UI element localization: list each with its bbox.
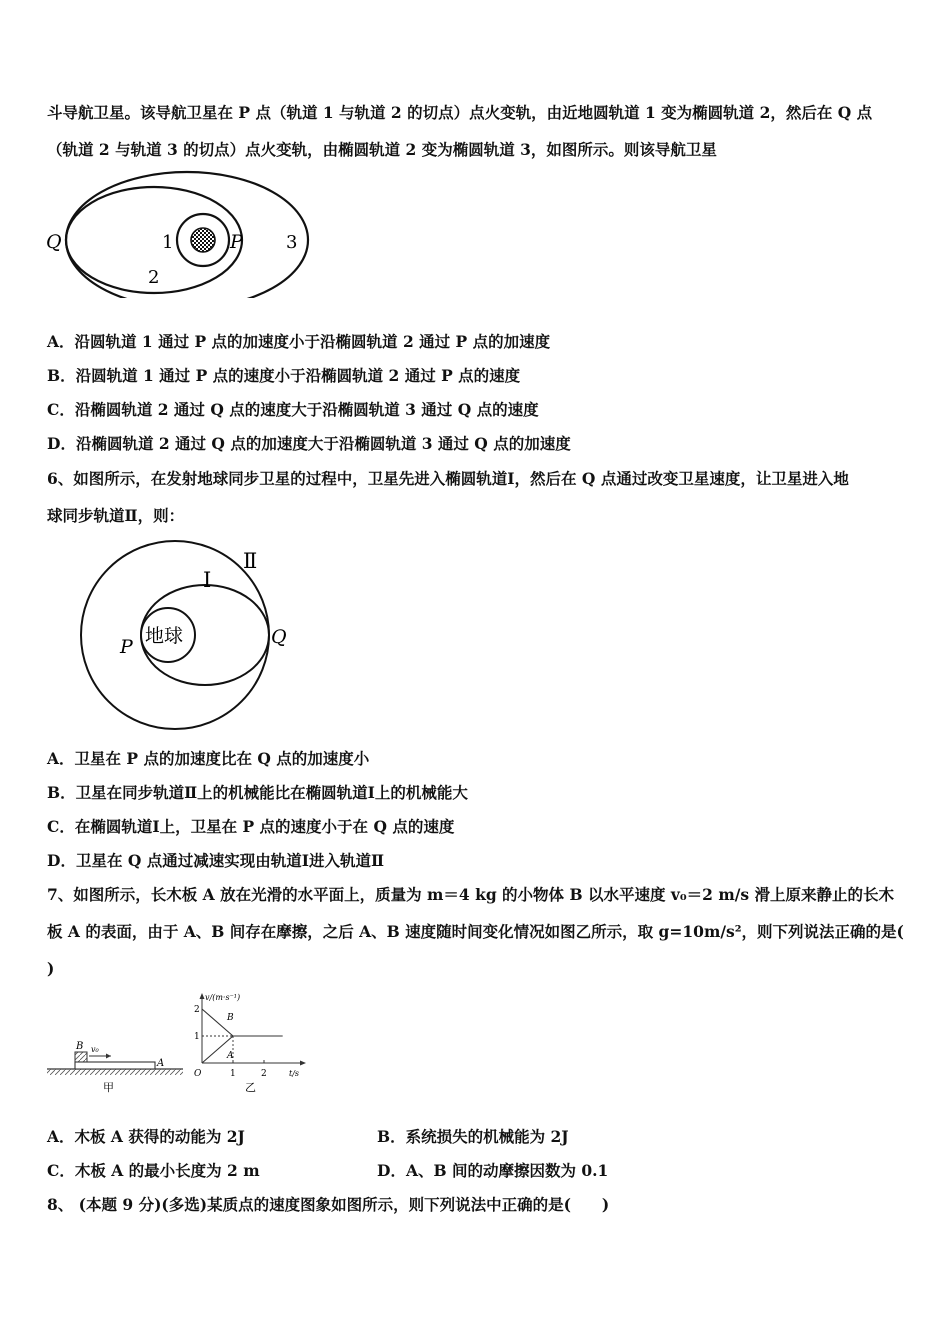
label-v0: v₀ (91, 1045, 99, 1054)
origin-label: O (194, 1069, 202, 1079)
q7-figure-jia (45, 1035, 185, 1097)
q5-option-a[interactable]: A．沿圆轨道 1 通过 P 点的加速度小于沿椭圆轨道 2 通过 P 点的加速度 (47, 332, 551, 351)
series-b-label: B (227, 1013, 234, 1023)
label-i: Ⅰ (203, 568, 212, 592)
q5-orbit-figure (40, 168, 320, 298)
series-a-label: A (227, 1051, 234, 1061)
q6-option-a[interactable]: A．卫星在 P 点的加速度比在 Q 点的加速度小 (47, 749, 370, 768)
label-p: P (120, 636, 133, 658)
q7-option-d[interactable]: D．A、B 间的动摩擦因数为 0.1 (377, 1161, 609, 1180)
q5-option-b[interactable]: B．沿圆轨道 1 通过 P 点的速度小于沿椭圆轨道 2 通过 P 点的速度 (47, 366, 521, 385)
board-a (75, 1062, 155, 1069)
q7-vt-chart (185, 988, 310, 1098)
q7-option-a[interactable]: A．木板 A 获得的动能为 2J (47, 1127, 245, 1146)
series-a-line (202, 1036, 283, 1063)
y-tick-2: 2 (194, 1005, 200, 1015)
q5-intro-line-2: （轨道 2 与轨道 3 的切点）点火变轨，由椭圆轨道 2 变为椭圆轨道 3，如图所示。则该导航卫星 (47, 140, 717, 159)
y-axis-arrow (200, 993, 205, 999)
label-q: Q (271, 626, 287, 648)
q6-option-c[interactable]: C．在椭圆轨道Ⅰ上，卫星在 P 点的速度小于在 Q 点的速度 (47, 817, 455, 836)
q5-intro-line-1: 斗导航卫星。该导航卫星在 P 点（轨道 1 与轨道 2 的切点）点火变轨，由近地圆轨道 1 变为椭圆轨道 2，然后在 Q 点 (47, 103, 873, 122)
label-2: 2 (148, 267, 160, 288)
y-tick-1: 1 (194, 1032, 200, 1042)
label-q: Q (46, 231, 62, 253)
q7-option-c[interactable]: C．木板 A 的最小长度为 2 m (47, 1161, 260, 1180)
q7-stem-line-2: 板 A 的表面，由于 A、B 间存在摩擦，之后 A、B 速度随时间变化情况如图乙所示，取 g=10m/s²，则下列说法正确的是( (47, 922, 904, 941)
x-axis-label: t/s (289, 1069, 300, 1078)
q6-orbit-figure (75, 540, 305, 735)
q7-stem-line-3: ) (47, 959, 55, 978)
x-tick-1: 1 (230, 1069, 236, 1079)
label-earth: 地球 (145, 625, 184, 647)
ground-hatch (47, 1069, 183, 1075)
label-1: 1 (162, 232, 174, 253)
q8-stem: 8、 (本题 9 分)(多选)某质点的速度图象如图所示，则下列说法中正确的是( ) (47, 1195, 610, 1214)
series-b-line (202, 1009, 283, 1036)
q6-option-b[interactable]: B．卫星在同步轨道Ⅱ上的机械能比在椭圆轨道Ⅰ上的机械能大 (47, 783, 468, 802)
arrow-head (106, 1054, 111, 1059)
label-3: 3 (286, 232, 298, 253)
x-tick-2: 2 (261, 1069, 267, 1079)
block-b (75, 1052, 87, 1062)
label-ii: Ⅱ (243, 549, 258, 573)
y-axis-label: v/(m·s⁻¹) (205, 993, 241, 1002)
label-a: A (157, 1058, 165, 1069)
earth-checker (191, 228, 215, 252)
q7-stem-line-1: 7、如图所示，长木板 A 放在光滑的水平面上，质量为 m＝4 kg 的小物体 B 以水平速度 v₀＝2 m/s 滑上原来静止的长木 (47, 885, 895, 904)
label-p: P (230, 231, 243, 253)
q5-option-d[interactable]: D．沿椭圆轨道 2 通过 Q 点的加速度大于沿椭圆轨道 3 通过 Q 点的加速度 (47, 434, 571, 453)
q7-option-b[interactable]: B．系统损失的机械能为 2J (377, 1127, 569, 1146)
q6-stem-line-2: 球同步轨道Ⅱ，则： (47, 506, 185, 525)
x-axis-arrow (300, 1061, 306, 1066)
q6-stem-line-1: 6、如图所示，在发射地球同步卫星的过程中，卫星先进入椭圆轨道Ⅰ，然后在 Q 点通过改变卫星速度，让卫星进入地 (47, 469, 849, 488)
caption-yi: 乙 (245, 1081, 256, 1094)
caption-jia: 甲 (103, 1081, 114, 1094)
q6-option-d[interactable]: D．卫星在 Q 点通过减速实现由轨道Ⅰ进入轨道Ⅱ (47, 851, 385, 870)
q5-option-c[interactable]: C．沿椭圆轨道 2 通过 Q 点的速度大于沿椭圆轨道 3 通过 Q 点的速度 (47, 400, 539, 419)
label-b: B (76, 1041, 84, 1052)
